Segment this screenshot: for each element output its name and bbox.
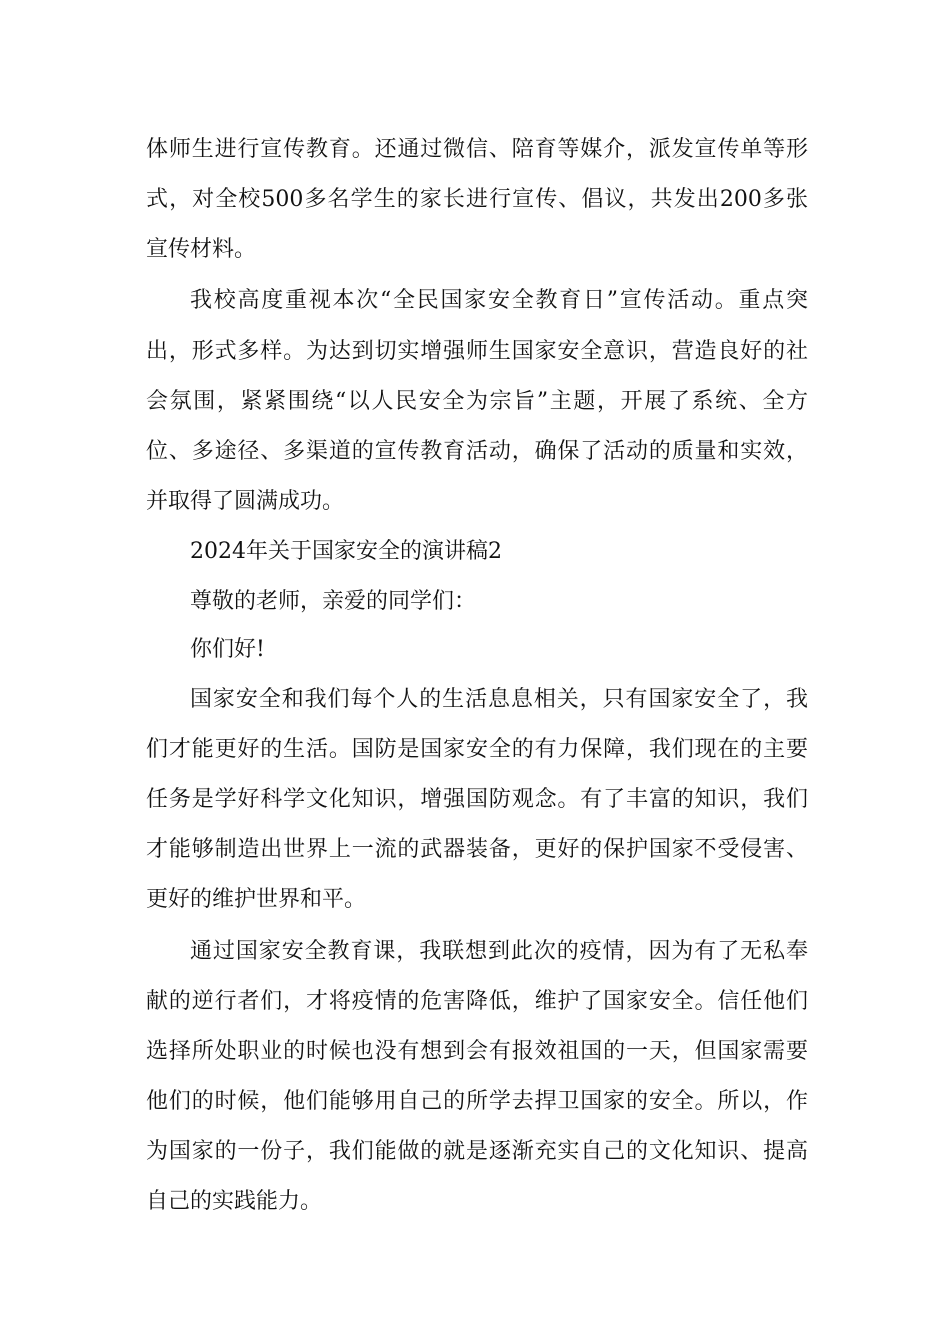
- paragraph-line: 出，形式多样。为达到切实增强师生国家安全意识，营造良好的社: [146, 339, 808, 364]
- paragraph-line: 并取得了圆满成功。: [146, 489, 345, 514]
- paragraph-line: 国家安全和我们每个人的生活息息相关，只有国家安全了，我: [190, 687, 808, 712]
- paragraph-line: 才能够制造出世界上一流的武器装备，更好的保护国家不受侵害、: [146, 837, 808, 862]
- paragraph-line: 任务是学好科学文化知识，增强国防观念。有了丰富的知识，我们: [146, 787, 808, 812]
- salutation: 尊敬的老师，亲爱的同学们：: [190, 589, 477, 614]
- paragraph-line: 他们的时候，他们能够用自己的所学去捍卫国家的安全。所以，作: [146, 1089, 808, 1114]
- paragraph-line: 自己的实践能力。: [146, 1189, 323, 1214]
- paragraph-line: 我校高度重视本次“全民国家安全教育日”宣传活动。重点突: [190, 288, 808, 313]
- paragraph-line: 宣传材料。: [146, 237, 257, 262]
- paragraph-line: 们才能更好的生活。国防是国家安全的有力保障，我们现在的主要: [146, 737, 808, 762]
- paragraph-line: 通过国家安全教育课，我联想到此次的疫情，因为有了无私奉: [190, 939, 808, 964]
- paragraph-line: 位、多途径、多渠道的宣传教育活动，确保了活动的质量和实效，: [146, 439, 808, 464]
- paragraph-line: 会氛围，紧紧围绕“以人民安全为宗旨”主题，开展了系统、全方: [146, 389, 808, 414]
- paragraph-line: 体师生进行宣传教育。还通过微信、陪育等媒介，派发宣传单等形: [146, 137, 808, 162]
- greeting: 你们好!: [190, 637, 265, 662]
- paragraph-line: 式，对全校500多名学生的家长进行宣传、倡议，共发出200多张: [146, 187, 808, 212]
- paragraph-line: 更好的维护世界和平。: [146, 887, 367, 912]
- paragraph-line: 献的逆行者们，才将疫情的危害降低，维护了国家安全。信任他们: [146, 989, 808, 1014]
- speech-title: 2024年关于国家安全的演讲稿2: [190, 539, 502, 564]
- paragraph-line: 选择所处职业的时候也没有想到会有报效祖国的一天，但国家需要: [146, 1039, 808, 1064]
- paragraph-line: 为国家的一份子，我们能做的就是逐渐充实自己的文化知识、提高: [146, 1139, 808, 1164]
